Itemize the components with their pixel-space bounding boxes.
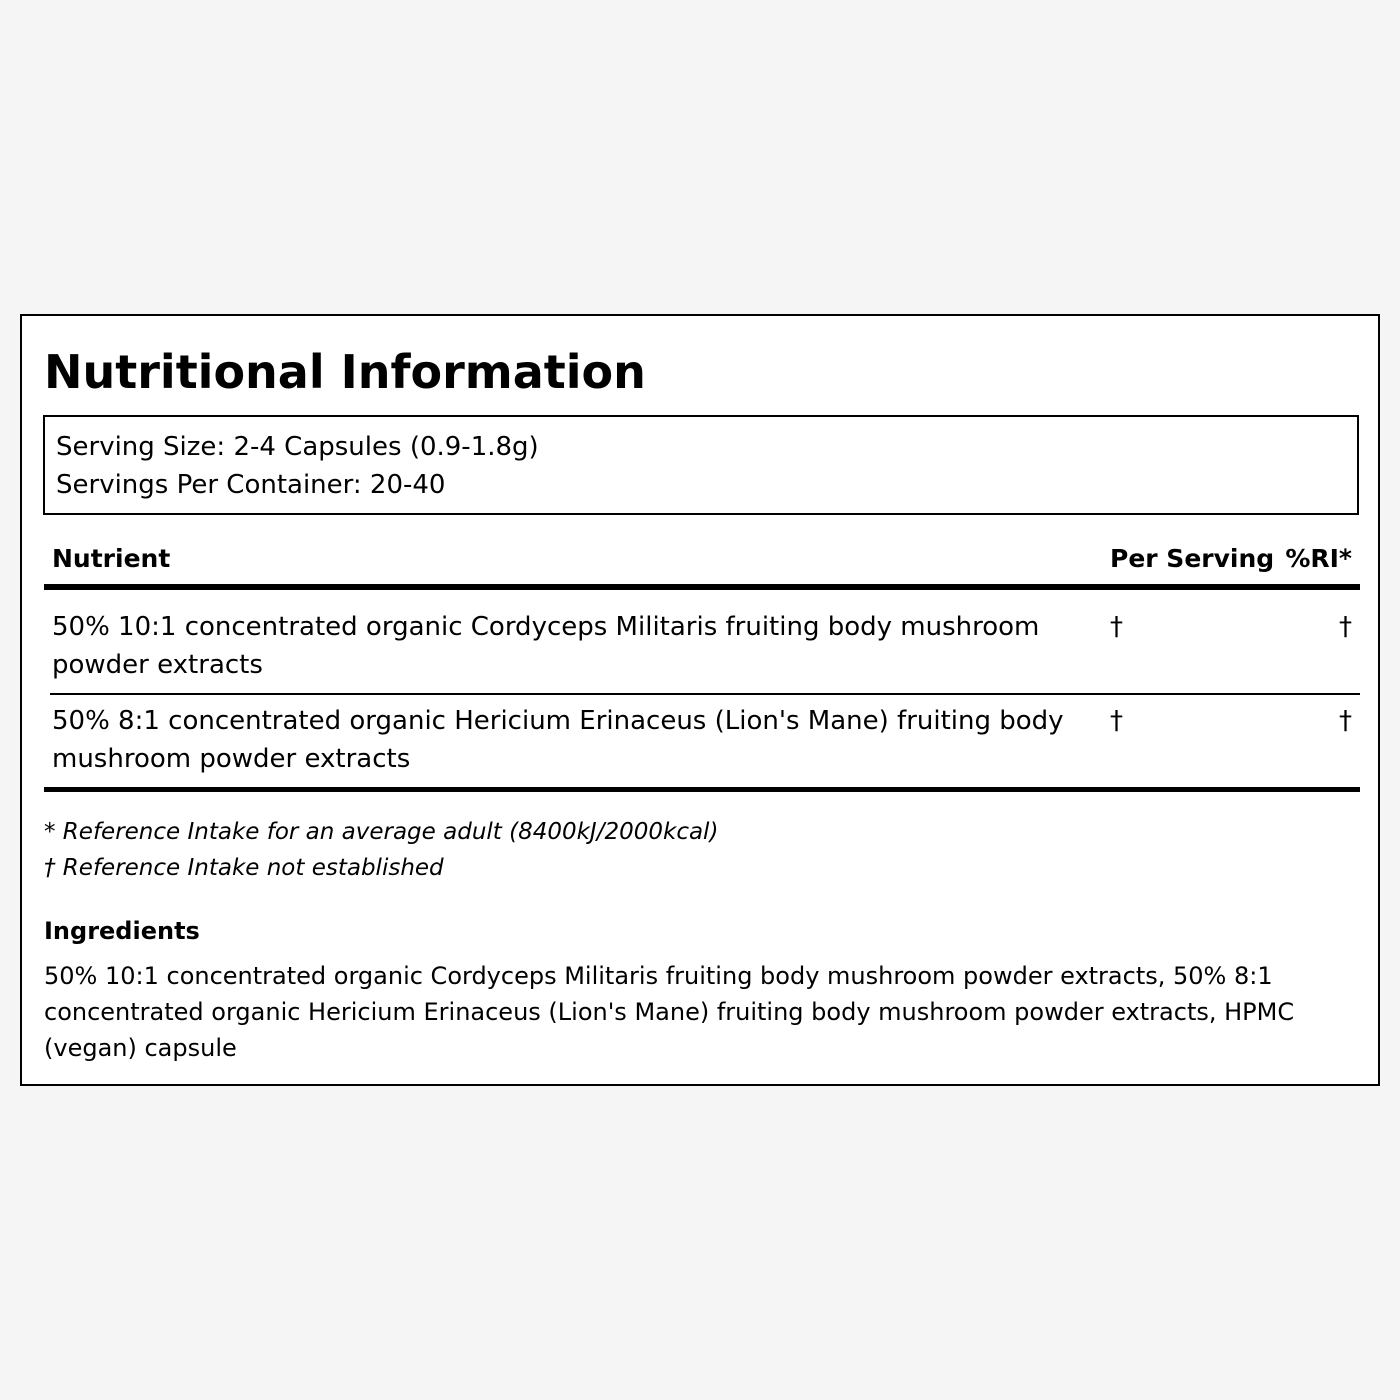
panel-title: Nutritional Information bbox=[44, 345, 646, 399]
servings-per-container: Servings Per Container: 20-40 bbox=[56, 470, 446, 500]
table-row bbox=[44, 702, 1360, 788]
per-serving-value: † bbox=[1110, 706, 1123, 736]
footnote-reference-intake: * Reference Intake for an average adult (8400kJ/2000kcal) bbox=[44, 819, 719, 845]
ingredients-heading: Ingredients bbox=[44, 917, 200, 945]
header-divider bbox=[44, 584, 1360, 590]
ingredients-text: 50% 10:1 concentrated organic Cordyceps Militaris fruiting body mushroom powder extracts, 50% 8:1 concentrated organic Hericium Erinaceus (Lion's Mane) fruiting body mushroom powder extracts, HPMC (vegan) capsule bbox=[44, 962, 1295, 1062]
serving-size: Serving Size: 2-4 Capsules (0.9-1.8g) bbox=[56, 432, 539, 462]
serving-info-box bbox=[43, 415, 1359, 515]
header-nutrient: Nutrient bbox=[52, 544, 171, 573]
nutrient-name: 50% 8:1 concentrated organic Hericium Erinaceus (Lion's Mane) fruiting body mushroom powder extracts bbox=[52, 706, 1064, 774]
table-header bbox=[44, 540, 1360, 580]
header-per-serving: Per Serving bbox=[1110, 544, 1275, 573]
ri-value: † bbox=[1339, 612, 1352, 642]
footnote-not-established: † Reference Intake not established bbox=[44, 855, 444, 881]
nutrition-panel bbox=[20, 314, 1380, 1086]
table-row bbox=[44, 608, 1360, 694]
header-ri: %RI* bbox=[1285, 544, 1352, 573]
row-divider bbox=[50, 693, 1360, 695]
nutrient-name: 50% 10:1 concentrated organic Cordyceps Militaris fruiting body mushroom powder extracts bbox=[52, 612, 1040, 680]
per-serving-value: † bbox=[1110, 612, 1123, 642]
table-bottom-divider bbox=[44, 787, 1360, 792]
ri-value: † bbox=[1339, 706, 1352, 736]
